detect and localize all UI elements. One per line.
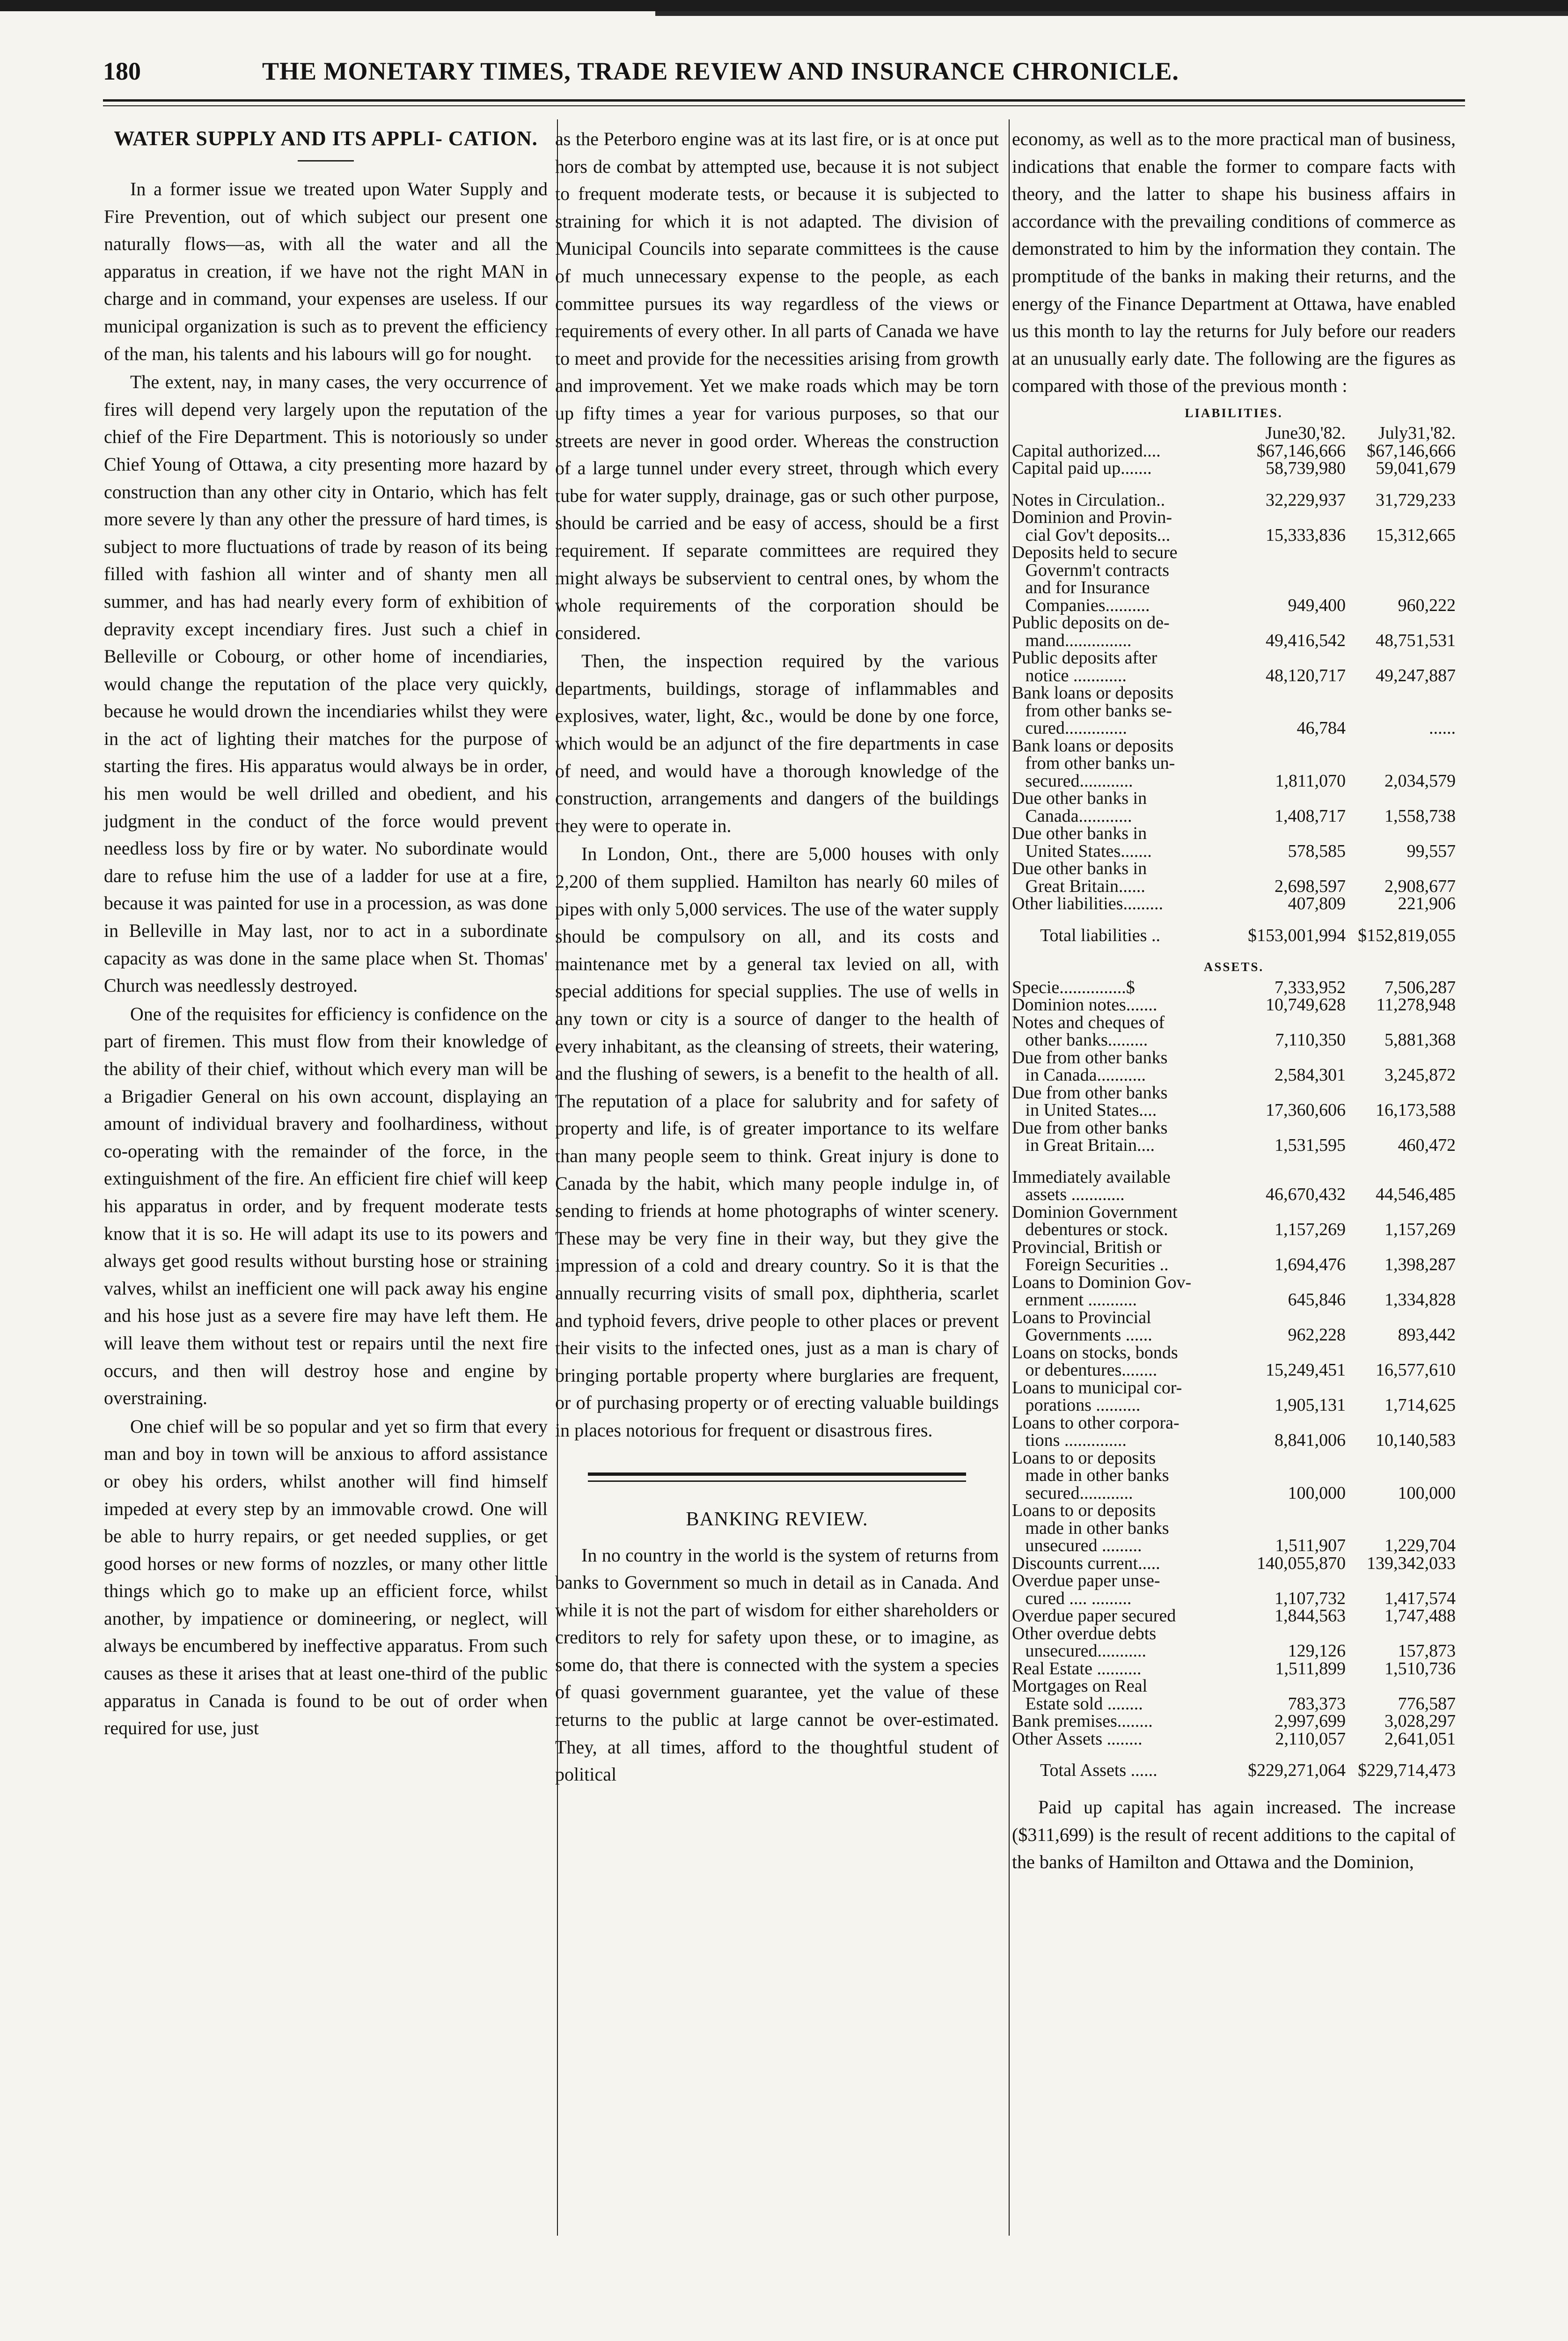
row-label: Public deposits on de- mand............... xyxy=(1012,613,1170,650)
july-value: 893,442 xyxy=(1398,1325,1456,1345)
row-label: Due other banks in Great Britain...... xyxy=(1012,859,1147,896)
june-value: 1,408,717 xyxy=(1275,806,1346,826)
june-value: 1,511,907 xyxy=(1275,1536,1346,1556)
june-value: 783,373 xyxy=(1288,1693,1346,1714)
table-row xyxy=(1012,1344,1456,1379)
table-row xyxy=(1012,1678,1456,1713)
row-label: Dominion notes....... xyxy=(1012,995,1158,1015)
row-label: Bank premises........ xyxy=(1012,1711,1153,1731)
table-row xyxy=(1012,1572,1456,1607)
june-value: 2,997,699 xyxy=(1275,1711,1346,1731)
june-value: 2,110,057 xyxy=(1275,1729,1346,1749)
row-label: Overdue paper secured xyxy=(1012,1606,1176,1626)
article-title-water-supply: WATER SUPPLY AND ITS APPLI- CATION. xyxy=(114,127,538,150)
table-row xyxy=(1012,1625,1456,1660)
table-row xyxy=(1012,460,1456,478)
june-value: 1,811,070 xyxy=(1275,771,1346,791)
june-value: 1,511,899 xyxy=(1275,1658,1346,1678)
july-value: 11,278,948 xyxy=(1376,995,1456,1015)
june-value: 1,694,476 xyxy=(1275,1255,1346,1275)
july-value: 1,558,738 xyxy=(1385,806,1456,826)
assets-heading: ASSETS. xyxy=(1203,960,1264,974)
row-label: Due from other banks in United States.... xyxy=(1012,1082,1168,1120)
table-row xyxy=(1012,895,1456,913)
june-value: $153,001,994 xyxy=(1248,925,1346,945)
paragraph: One of the requisites for efficiency is confidence on the part of firemen. This must flow from their knowledge of the ability of their chief, without which every man will be a Brigadier General on his own account, displaying an amount of individual bravery and foolhardiness, without co-operating with the remainder of the force, in the extinguishment of the fire. An efficient fire chief will keep his apparatus in order, and by frequent moderate tests know that it is so. He will adapt its use to its powers and always get good results without bursting hose or straining valves, whilst an inefficient one will pack away his engine and his hose just as a severe fire may have left them. He will leave them without test or repairs until the next fire occurs, and then will destroy hose and engine by overstraining. xyxy=(104,1003,548,1409)
july-value: 1,398,287 xyxy=(1385,1255,1456,1275)
paragraph: Then, the inspection required by the various departments, buildings, storage of inflammables and explosives, water, light, &c., would be done by one force, which would be an adjunct of the fire departments in case of need, and would have a thorough knowledge of the construction, arrangements and dangers of the buildings they were to operate in. xyxy=(555,650,999,836)
row-label: Total Assets ...... xyxy=(1040,1760,1158,1781)
running-title: THE MONETARY TIMES, TRADE REVIEW AND INSURANCE CHRONICLE. xyxy=(262,57,1179,85)
june-value: 7,110,350 xyxy=(1275,1030,1346,1050)
column-3 xyxy=(1012,125,1456,1876)
table-row xyxy=(1012,1502,1456,1555)
row-label: Loans to or deposits made in other banks unsecured ......... xyxy=(1012,1501,1169,1556)
scan-top-edge xyxy=(0,0,1568,11)
july-value: 1,229,704 xyxy=(1385,1536,1456,1556)
june-value: 48,120,717 xyxy=(1266,665,1346,685)
column-header-july: July31,'82. xyxy=(1378,423,1456,443)
row-label: Loans to municipal cor- porations .......... xyxy=(1012,1377,1182,1415)
june-value: $229,271,064 xyxy=(1248,1760,1346,1781)
july-value: 44,546,485 xyxy=(1376,1185,1456,1205)
column-2 xyxy=(555,125,999,1789)
table-row xyxy=(1012,1555,1456,1573)
paragraph: In London, Ont., there are 5,000 houses with only 2,200 of them supplied. Hamilton has nearly 60 miles of pipes with only 5,000 services. The use of the water supply should be compulsory on all, and its costs and maintenance met by a general tax levied on all, with special additions for special supplies. The use of wells in any town or city is a source of danger to the health of every inhabitant, as the cleansing of streets, their watering, and the flushing of sewers, is a benefit to the health of all. The reputation of a place for salubrity and for safety of property and life, is of greater importance to its welfare than many people seem to think. Great injury is done to Canada by the habit, which many people indulge in, of sending to friends at home photographs of winter scenery. These may be very fine in their way, but they give the impression of a cold and dreary country. So it is that the annually recurring visits of small pox, diphtheria, scarlet and typhoid fevers, drive people to other places or prevent their visits to the infected ones, just as a man is chary of bringing portable property where burglaries are frequent, or of purchasing property or of erecting valuable buildings in places notorious for frequent or disastrous fires. xyxy=(555,843,999,1441)
june-value: 1,905,131 xyxy=(1275,1395,1346,1415)
row-label: Due other banks in Canada............ xyxy=(1012,788,1147,826)
july-value: 2,034,579 xyxy=(1385,771,1456,791)
row-label: Capital paid up....... xyxy=(1012,458,1152,479)
june-value: $67,146,666 xyxy=(1257,441,1346,461)
july-value: 31,729,233 xyxy=(1376,490,1456,510)
row-label: Notes in Circulation.. xyxy=(1012,490,1165,510)
page-number: 180 xyxy=(103,57,141,85)
table-row xyxy=(1012,1607,1456,1625)
paragraph-continued: economy, as well as to the more practical man of business, indications that enable the former to compare facts with theory, and the latter to shape his business affairs in accordance with the prevailing conditions of commerce as demonstrated to him by the information they contain. The promptitude of the banks in making their returns, and the energy of the Finance Department at Ottawa, have enabled us this month to lay the returns for July before our readers at an unusually early date. The following are the figures as compared with those of the previous month : xyxy=(1012,128,1456,397)
paragraph: In a former issue we treated upon Water Supply and Fire Prevention, out of which subject our present one naturally flows—as, with all the water and all the apparatus in creation, if we have not the right MAN in charge and in command, your expenses are useless. If our municipal organization is such as to prevent the efficiency of the man, his talents and his labours will go for nought. xyxy=(104,178,548,364)
row-label: Real Estate .......... xyxy=(1012,1658,1142,1678)
table-row xyxy=(1012,996,1456,1014)
row-label: Loans on stocks, bonds or debentures........ xyxy=(1012,1342,1178,1380)
row-label: Due from other banks in Canada........... xyxy=(1012,1047,1168,1085)
row-label: Other Assets ........ xyxy=(1012,1729,1143,1749)
table-row xyxy=(1012,1084,1456,1119)
row-label: Loans to Provincial Governments ...... xyxy=(1012,1307,1152,1345)
july-value: $152,819,055 xyxy=(1358,925,1456,945)
table-column-headers xyxy=(1012,425,1456,442)
row-label: Deposits held to secure Governm't contracts and for Insurance Companies.......... xyxy=(1012,543,1178,615)
paragraph-continued: as the Peterboro engine was at its last fire, or is at once put hors de combat by attempted use, because it is not subject to frequent moderate tests, or because it is subjected to straining for which it is not adapted. The division of Municipal Councils into separate committees is the cause of much unnecessary expense to the people, as each committee pursues its way regardless of the views or requirements of every other. In all parts of Canada we have to meet and provide for the necessities arising from growth and improvement. Yet we make roads which may be torn up fifty times a year for various purposes, so that our streets are never in good order. Whereas the construction of a large tunnel under every street, through which every tube for water supply, drainage, gas or such other purpose, should be carried and be easy of access, should be a first requirement. If separate committees are required they might always be subservient to central ones, by whom the whole requirements of the corporation should be considered. xyxy=(555,128,999,643)
liabilities-heading: LIABILITIES. xyxy=(1185,405,1283,420)
july-value: 139,342,033 xyxy=(1367,1553,1456,1573)
july-value: 7,506,287 xyxy=(1385,977,1456,997)
july-value: 1,157,269 xyxy=(1385,1220,1456,1240)
table-row xyxy=(1012,614,1456,649)
column-rule-2 xyxy=(1009,119,1010,2236)
table-row xyxy=(1012,737,1456,790)
june-value: 8,841,006 xyxy=(1275,1430,1346,1450)
july-value: 960,222 xyxy=(1398,595,1456,615)
table-row xyxy=(1012,1450,1456,1502)
table-row xyxy=(1012,979,1456,997)
row-label: Other liabilities......... xyxy=(1012,894,1163,914)
table-row xyxy=(1012,1414,1456,1450)
paragraph: One chief will be so popular and yet so firm that every man and boy in town will be anxious to afford assistance or obey his orders, whilst another will find himself impeded at every step by an immovable crowd. One will be able to hurry repairs, or get needed supplies, or get good horses or new forms of nozzles, or many other little things which go to make up an efficient force, whilst another, by impatience or domineering, or neglect, will always be encumbered by ineffective apparatus. From such causes as these it arises that at least one-third of the public apparatus in Canada is found to be out of order when required for use, just xyxy=(104,1415,548,1739)
july-value: 10,140,583 xyxy=(1376,1430,1456,1450)
row-label: Provincial, British or Foreign Securities .. xyxy=(1012,1237,1169,1275)
table-row xyxy=(1012,1119,1456,1155)
scan-top-edge-shadow xyxy=(655,11,1568,16)
july-value: 3,245,872 xyxy=(1385,1065,1456,1085)
row-label: Bank loans or deposits from other banks un- secured............ xyxy=(1012,736,1175,791)
row-label: Loans to other corpora- tions .............. xyxy=(1012,1413,1180,1450)
row-label: Specie...............$ xyxy=(1012,977,1135,997)
june-value: 15,333,836 xyxy=(1266,525,1346,545)
june-value: 100,000 xyxy=(1288,1483,1346,1503)
july-value: 5,881,368 xyxy=(1385,1030,1456,1050)
june-value: 578,585 xyxy=(1288,841,1346,861)
row-label: Capital authorized.... xyxy=(1012,441,1161,461)
table-row xyxy=(1012,1713,1456,1730)
july-value: $67,146,666 xyxy=(1367,441,1456,461)
june-value: 1,107,732 xyxy=(1275,1588,1346,1608)
liabilities-rows xyxy=(1012,442,1456,913)
title-dash xyxy=(298,160,354,162)
july-value: 776,587 xyxy=(1398,1693,1456,1714)
june-value: 949,400 xyxy=(1288,595,1346,615)
row-label: Total liabilities .. xyxy=(1040,925,1160,945)
june-value: 962,228 xyxy=(1288,1325,1346,1345)
june-value: 2,584,301 xyxy=(1275,1065,1346,1085)
table-row xyxy=(1012,509,1456,544)
table-row xyxy=(1012,442,1456,460)
june-value: 46,670,432 xyxy=(1266,1185,1346,1205)
july-value: 3,028,297 xyxy=(1385,1711,1456,1731)
row-gap xyxy=(1012,1155,1456,1169)
july-value: 15,312,665 xyxy=(1376,525,1456,545)
june-value: 1,531,595 xyxy=(1275,1135,1346,1156)
july-value: 157,873 xyxy=(1398,1641,1456,1661)
row-label: Mortgages on Real Estate sold ........ xyxy=(1012,1676,1148,1714)
june-value: 32,229,937 xyxy=(1266,490,1346,510)
row-label: Other overdue debts unsecured........... xyxy=(1012,1623,1157,1661)
july-value: 48,751,531 xyxy=(1376,630,1456,650)
july-value: 1,334,828 xyxy=(1385,1290,1456,1310)
row-label: Public deposits after notice ............ xyxy=(1012,648,1158,685)
assets-rows xyxy=(1012,979,1456,1748)
july-value: 460,472 xyxy=(1398,1135,1456,1156)
table-row xyxy=(1012,492,1456,509)
header-rule-thin xyxy=(103,105,1465,106)
june-value: 58,739,980 xyxy=(1266,458,1346,479)
row-label: Loans to Dominion Gov- ernment ........... xyxy=(1012,1272,1192,1310)
row-label: Immediately available assets ............ xyxy=(1012,1167,1171,1205)
paragraph: Paid up capital has again increased. The increase ($311,699) is the result of recent additions to the capital of the banks of Hamilton and Ottawa and the Dominion, xyxy=(1012,1796,1456,1873)
june-value: 17,360,606 xyxy=(1266,1100,1346,1120)
table-row xyxy=(1012,1379,1456,1414)
july-value: 2,641,051 xyxy=(1385,1729,1456,1749)
table-row xyxy=(1012,1169,1456,1204)
paragraph: The extent, nay, in many cases, the very occurrence of fires will depend very largely upon the reputation of the chief of the Fire Department. This is notoriously so under Chief Young of Ottawa, a city presenting more hazard by construction than any other city in Ontario, which has felt more severe ly than any other the pressure of hard times, is subject to more fluctuations of trade by reason of its being filled with fashion all winter and of shanty men all summer, and has had nearly every form of exhibition of depravity except incendiary fires. Just such a chief in Belleville or Cobourg, or other home of incendiaries, would change the reputation of the place very quickly, because he would drown the incendiaries whilst they were in the act of lighting their matches for the purpose of starting the fires. His apparatus would always be in order, his men would be well drilled and obedient, and his judgment in the conduct of the force would prevent needless loss by fire or by water. No subordinate would dare to refuse him the use of a ladder for use at a fire, because it was painted for use in a procession, as was done in Belleville in May last, nor to act in a subordinate capacity as was done in the same place when St. Thomas' Church was needlessly destroyed. xyxy=(104,371,548,996)
table-row xyxy=(1012,1049,1456,1084)
july-value: ...... xyxy=(1429,718,1456,738)
header-rule-thick xyxy=(103,99,1465,102)
table-row xyxy=(1012,1660,1456,1678)
july-value: 16,173,588 xyxy=(1376,1100,1456,1120)
row-gap xyxy=(1012,478,1456,492)
june-value: 49,416,542 xyxy=(1266,630,1346,650)
paragraph: In no country in the world is the system of returns from banks to Government so much in detail as in Canada. And while it is not the part of wisdom for either shareholders or creditors to rely for safety upon these, or to imagine, as some do, that there is connected with the system a species of quasi government guarantee, yet the value of these returns to the public at large cannot be over-estimated. They, at all times, afford to the thoughtful student of political xyxy=(555,1544,999,1785)
table-row xyxy=(1012,1309,1456,1344)
table-row xyxy=(1012,825,1456,860)
june-value: 140,055,870 xyxy=(1257,1553,1346,1573)
july-value: 59,041,679 xyxy=(1376,458,1456,479)
column-header-june: June30,'82. xyxy=(1265,423,1346,443)
table-row xyxy=(1012,1730,1456,1748)
june-value: 7,333,952 xyxy=(1275,977,1346,997)
july-value: 1,714,625 xyxy=(1385,1395,1456,1415)
june-value: 129,126 xyxy=(1288,1641,1346,1661)
table-row xyxy=(1012,1239,1456,1274)
july-value: 2,908,677 xyxy=(1385,876,1456,896)
row-label: Due other banks in United States....... xyxy=(1012,824,1152,861)
row-label: Loans to or deposits made in other banks secured............ xyxy=(1012,1448,1169,1503)
table-row xyxy=(1012,790,1456,825)
table-row xyxy=(1012,1274,1456,1309)
row-label: Discounts current..... xyxy=(1012,1553,1160,1573)
bank-returns-table xyxy=(1012,405,1456,1780)
july-value: 49,247,887 xyxy=(1376,665,1456,685)
june-value: 46,784 xyxy=(1297,718,1346,738)
row-label: Bank loans or deposits from other banks se- cured.............. xyxy=(1012,683,1174,738)
table-row xyxy=(1012,860,1456,895)
table-row xyxy=(1012,1204,1456,1239)
row-label: Dominion and Provin- cial Gov't deposits... xyxy=(1012,508,1172,545)
june-value: 15,249,451 xyxy=(1266,1360,1346,1380)
june-value: 645,846 xyxy=(1288,1290,1346,1310)
july-value: 1,417,574 xyxy=(1385,1588,1456,1608)
row-label: Due from other banks in Great Britain.... xyxy=(1012,1118,1168,1156)
total-liabilities-row xyxy=(1012,927,1456,945)
july-value: $229,714,473 xyxy=(1358,1760,1456,1781)
article-title-banking-review: BANKING REVIEW. xyxy=(686,1508,868,1530)
june-value: 2,698,597 xyxy=(1275,876,1346,896)
row-label: Overdue paper unse- cured .... ......... xyxy=(1012,1571,1160,1608)
july-value: 99,557 xyxy=(1407,841,1456,861)
total-assets-row xyxy=(1012,1762,1456,1780)
june-value: 1,157,269 xyxy=(1275,1220,1346,1240)
row-label: Dominion Government debentures or stock. xyxy=(1012,1202,1178,1240)
july-value: 16,577,610 xyxy=(1376,1360,1456,1380)
table-row xyxy=(1012,1014,1456,1049)
july-value: 221,906 xyxy=(1398,894,1456,914)
june-value: 1,844,563 xyxy=(1275,1606,1346,1626)
section-divider xyxy=(588,1472,966,1482)
column-1 xyxy=(104,125,548,1742)
july-value: 1,747,488 xyxy=(1385,1606,1456,1626)
june-value: 10,749,628 xyxy=(1266,995,1346,1015)
july-value: 100,000 xyxy=(1398,1483,1456,1503)
page-header xyxy=(0,54,1568,96)
table-row xyxy=(1012,544,1456,614)
table-row xyxy=(1012,685,1456,737)
table-row xyxy=(1012,649,1456,685)
row-label: Notes and cheques of other banks......... xyxy=(1012,1012,1165,1050)
july-value: 1,510,736 xyxy=(1385,1658,1456,1678)
june-value: 407,809 xyxy=(1288,894,1346,914)
